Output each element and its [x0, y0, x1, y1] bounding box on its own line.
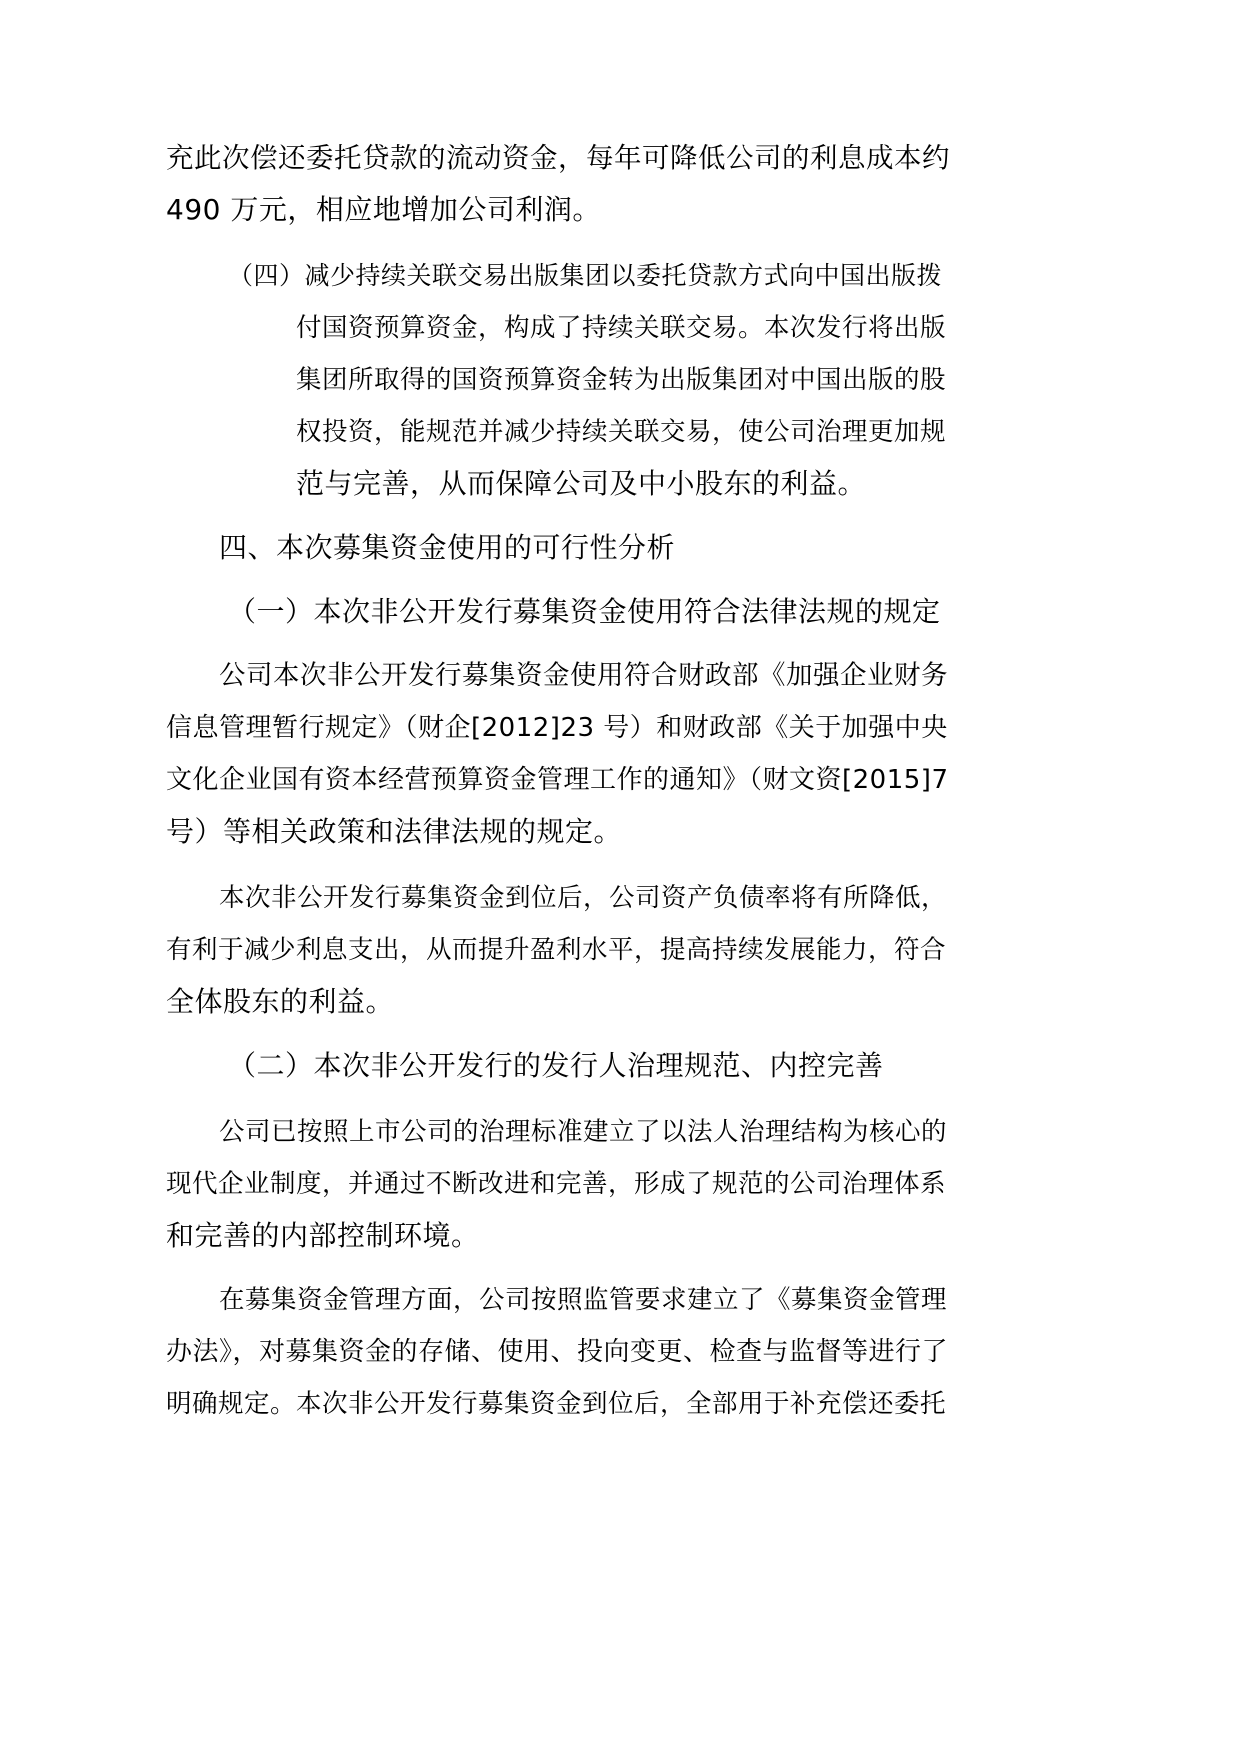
- paragraph-line: 明确规定。本次非公开发行募集资金到位后，全部用于补充偿还委托: [166, 1389, 947, 1419]
- paragraph-line: 文化企业国有资本经营预算资金管理工作的通知》（财文资[2015]7: [166, 765, 949, 795]
- paragraph-line: 本次非公开发行募集资金到位后，公司资产负债率将有所降低，: [219, 883, 948, 913]
- section-heading-1: （一）本次非公开发行募集资金使用符合法律法规的规定: [228, 595, 941, 628]
- paragraph-line: 公司已按照上市公司的治理标准建立了以法人治理结构为核心的: [219, 1117, 948, 1147]
- paragraph-line: 有利于减少利息支出，从而提升盈利水平，提高持续发展能力，符合: [166, 935, 947, 965]
- section-heading-4: （四）减少持续关联交易出版集团以委托贷款方式向中国出版拨: [228, 261, 943, 290]
- paragraph-line: 490 万元，相应地增加公司利润。: [166, 193, 601, 226]
- paragraph-line: 办法》，对募集资金的存储、使用、投向变更、检查与监督等进行了: [166, 1337, 949, 1367]
- paragraph-line: 权投资，能规范并减少持续关联交易，使公司治理更加规: [296, 417, 947, 447]
- paragraph-line: 现代企业制度，并通过不断改进和完善，形成了规范的公司治理体系: [166, 1169, 947, 1199]
- paragraph-line: 付国资预算资金，构成了持续关联交易。本次发行将出版: [296, 313, 947, 343]
- section-heading-2: （二）本次非公开发行的发行人治理规范、内控完善: [228, 1049, 884, 1082]
- paragraph-line: 公司本次非公开发行募集资金使用符合财政部《加强企业财务: [219, 660, 948, 691]
- paragraph-line: 全体股东的利益。: [166, 985, 395, 1018]
- chapter-heading: 四、本次募集资金使用的可行性分析: [219, 531, 676, 564]
- paragraph-line: 号）等相关政策和法律法规的规定。: [166, 815, 623, 848]
- paragraph-line: 和完善的内部控制环境。: [166, 1219, 480, 1252]
- paragraph-line: 信息管理暂行规定》（财企[2012]23 号）和财政部《关于加强中央: [166, 713, 948, 743]
- paragraph-line: 充此次偿还委托贷款的流动资金，每年可降低公司的利息成本约: [166, 142, 950, 174]
- paragraph-line: 范与完善，从而保障公司及中小股东的利益。: [296, 467, 867, 500]
- paragraph-line: 集团所取得的国资预算资金转为出版集团对中国出版的股: [296, 365, 947, 395]
- paragraph-line: 在募集资金管理方面，公司按照监管要求建立了《募集资金管理: [219, 1285, 948, 1315]
